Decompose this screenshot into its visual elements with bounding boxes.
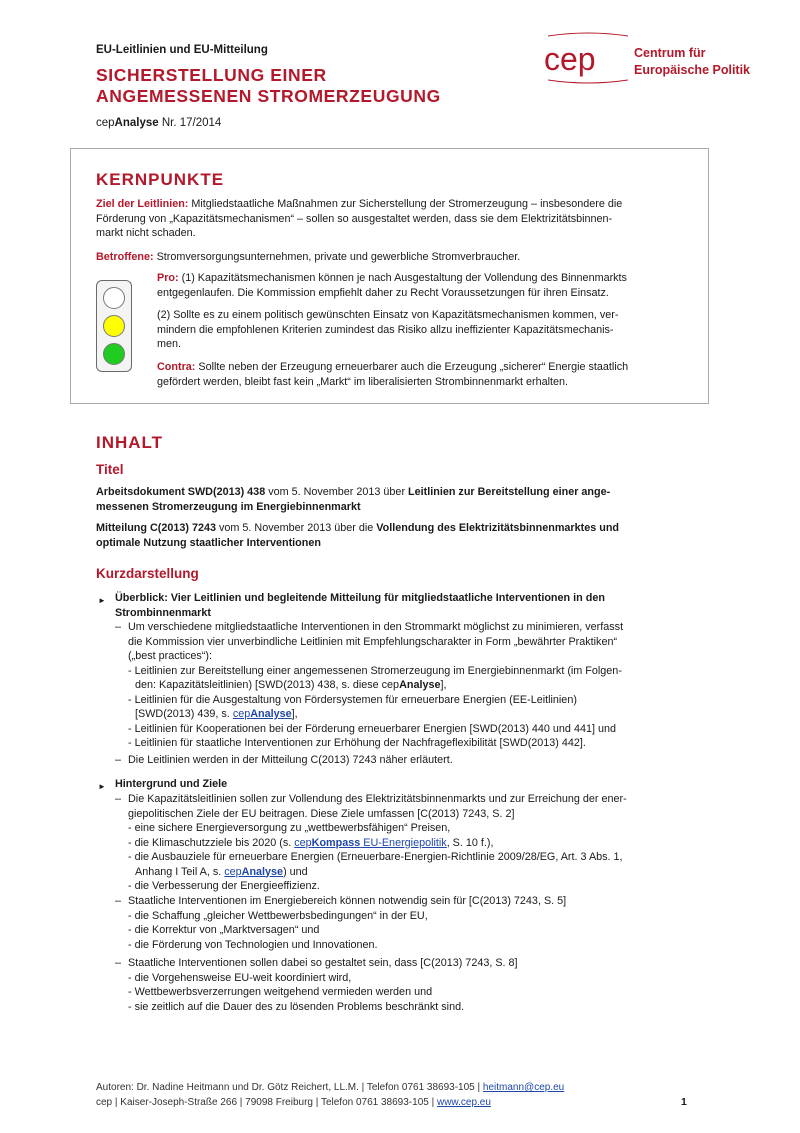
logo-name-line-2: Europäische Politik <box>634 63 751 77</box>
titel-2-date: vom 5. November 2013 über die <box>216 522 377 534</box>
b2-sub-2 <box>128 836 703 851</box>
b1-sub-4: - Leitlinien für staatliche Interventionen zur Erhöhung der Nachfrageflexibilität [SWD(2013) 442]. <box>128 737 586 749</box>
link-2-prefix: cep <box>224 865 242 878</box>
bullet-2-item-3 <box>128 956 703 1014</box>
traffic-light-green <box>103 343 125 365</box>
titel-1-date: vom 5. November 2013 über <box>265 486 409 498</box>
titel-2-doc: Mitteilung C(2013) 7243 <box>96 522 216 534</box>
series-prefix: cep <box>96 117 115 129</box>
pro-2-paragraph <box>157 308 688 352</box>
b2-sub-2-text: - die Klimaschutzziele bis 2020 (s. <box>128 836 295 849</box>
b2-sub-3-line-1: - die Ausbauziele für erneuerbare Energien (Erneuerbare-Energien-Richtlinie 2009/28/EG, Art. 3 Abs. 1, <box>128 851 623 863</box>
traffic-light-yellow <box>103 315 125 337</box>
title-line-1: SICHERSTELLUNG EINER <box>96 65 327 85</box>
b1-sub-1-bold: Analyse <box>399 679 441 691</box>
document-kicker: EU-Leitlinien und EU-Mitteilung <box>96 44 268 56</box>
series-issue: Nr. 17/2014 <box>158 117 222 129</box>
ziel-text-3: markt nicht schaden. <box>96 227 196 239</box>
contra-text-1: Sollte neben der Erzeugung erneuerbarer auch die Erzeugung „sicherer“ Energie staatlich <box>195 361 629 373</box>
bullet-2-dash-2: – <box>115 895 122 907</box>
link-1-bold: Analyse <box>250 708 292 720</box>
pro-2-text-2: mindern die empfohlenen Kriterien zumindest das Risiko allzu ineffizienter Kapazitätsmechanis- <box>157 323 614 336</box>
b1-sub-2-text: [SWD(2013) 439, s. <box>135 708 233 720</box>
bullet-1-item-1 <box>128 620 703 751</box>
series-number <box>96 117 221 129</box>
bullet-1-arrow: ► <box>98 596 106 605</box>
b1-sub-3: - Leitlinien für Kooperationen bei der Förderung erneuerbarer Energien [SWD(2013) 440 und 441] und <box>128 722 616 735</box>
titel-2-subject: Vollendung des Elektrizitätsbinnenmarktes und <box>376 522 620 534</box>
title-line-2: ANGEMESSENEN STROMERZEUGUNG <box>96 86 441 106</box>
b1-sub-1-line-1: - Leitlinien zur Bereitstellung einer angemessenen Stromerzeugung im Energiebinnenmarkt (im Folgen- <box>128 664 622 677</box>
b1-d1-line-2: die Kommission vier unverbindliche Leitlinien mit Empfehlungscharakter in Form „bewährter Praktiken“ <box>128 635 618 648</box>
titel-1-doc: Arbeitsdokument SWD(2013) 438 <box>96 486 266 498</box>
betroffene-text: Stromversorgungsunternehmen, private und gewerbliche Stromverbraucher. <box>153 251 521 263</box>
logo-name-line-1: Centrum für <box>634 46 706 60</box>
b2-sub-3-line-2 <box>128 865 703 880</box>
b1-sub-2-line-2 <box>128 707 703 722</box>
ziel-paragraph <box>96 197 688 241</box>
b2-d2-sub-2: - die Korrektur von „Marktversagen“ und <box>128 924 320 936</box>
ziel-text-1: Mitgliedstaatliche Maßnahmen zur Sicherstellung der Stromerzeugung – insbesondere die <box>188 198 623 210</box>
b1-sub-1-line-2 <box>128 678 703 693</box>
b2-sub-3-end: ) und <box>283 865 308 878</box>
footer-address-text: cep | Kaiser-Joseph-Straße 266 | 79098 Freiburg | Telefon 0761 38693-105 | <box>96 1097 437 1108</box>
footer-address <box>96 1097 491 1108</box>
contra-paragraph <box>157 360 688 389</box>
b1-d1-line-1: Um verschiedene mitgliedstaatliche Interventionen in den Strommarkt möglichst zu minimieren, verfasst <box>128 621 624 633</box>
logo-name <box>634 45 750 79</box>
titel-entry-2 <box>96 521 696 550</box>
bullet-1-dash-2: – <box>115 754 122 766</box>
bullet-1-heading-1: Überblick: Vier Leitlinien und begleitende Mitteilung für mitgliedstaatliche Interventionen in den <box>115 592 605 604</box>
contra-text-2: gefördert werden, bleibt fast kein „Markt“ im liberalisierten Strombinnenmarkt erhalten. <box>157 375 569 388</box>
series-bold: Analyse <box>114 117 159 129</box>
link-2-bold: Analyse <box>241 865 284 878</box>
bullet-2-heading: Hintergrund und Ziele <box>115 778 228 790</box>
b1-sub-2-line-1: - Leitlinien für die Ausgestaltung von Fördersystemen für erneuerbare Energien (EE-Leitlinien) <box>128 693 577 706</box>
b2-d2-sub-3: - die Förderung von Technologien und Innovationen. <box>128 938 378 951</box>
titel-2-subject-2: optimale Nutzung staatlicher Interventionen <box>96 536 321 549</box>
traffic-light <box>96 280 132 372</box>
pro-2-text-3: men. <box>157 338 182 350</box>
ziel-label: Ziel der Leitlinien: <box>96 198 189 210</box>
kompass-title: EU-Energiepolitik <box>360 836 447 849</box>
footer-web-link[interactable]: www.cep.eu <box>436 1097 491 1108</box>
titel-entry-1 <box>96 485 696 514</box>
betroffene-label: Betroffene: <box>96 251 154 263</box>
ziel-text-2: Förderung von „Kapazitätsmechanismen“ – sollen so ausgestaltet werden, dass sie dem Elektrizitätsbinnen- <box>96 212 613 225</box>
titel-1-subject-2: messenen Stromerzeugung im Energiebinnenmarkt <box>96 500 361 513</box>
b2-sub-4: - die Verbesserung der Energieeffizienz. <box>128 880 320 892</box>
b2-d3-sub-2: - Wettbewerbsverzerrungen weitgehend vermieden werden und <box>128 986 433 998</box>
bullet-2-item-1 <box>128 792 703 894</box>
logo-mark: cep <box>544 41 596 77</box>
b2-sub-1: - eine sichere Energieversorgung zu „wettbewerbsfähigen“ Preisen, <box>128 822 451 834</box>
b1-d1-line-3: („best practices“): <box>128 650 212 662</box>
kompass-prefix: cep <box>294 836 312 849</box>
kompass-bold: Kompass <box>311 836 361 849</box>
footer-authors-text: Autoren: Dr. Nadine Heitmann und Dr. Götz Reichert, LL.M. | Telefon 0761 38693-105 | <box>96 1082 483 1093</box>
document-title <box>96 65 441 107</box>
bullet-2-dash-3: – <box>115 957 122 969</box>
b1-sub-2-end: ], <box>291 708 298 720</box>
b2-d1-line-2: giepolitischen Ziele der EU beitragen. Diese Ziele umfassen [C(2013) 7243, S. 2] <box>128 807 515 820</box>
link-1-prefix: cep <box>232 708 251 720</box>
b2-d1-line-1: Die Kapazitätsleitlinien sollen zur Vollendung des Elektrizitätsbinnenmarkts und zur Erreichung der ener- <box>128 793 627 805</box>
b2-sub-2-end: , S. 10 f.), <box>446 836 494 849</box>
inhalt-heading: INHALT <box>96 433 164 452</box>
cep-analyse-link-2[interactable] <box>224 866 283 878</box>
traffic-light-white <box>103 287 125 309</box>
bullet-1-heading <box>115 591 700 620</box>
b2-sub-3-text: Anhang I Teil A, s. <box>135 865 225 878</box>
footer-authors <box>96 1082 564 1093</box>
titel-1-subject: Leitlinien zur Bereitstellung einer ange- <box>408 486 611 498</box>
b2-d3-line: Staatliche Interventionen sollen dabei so gestaltet sein, dass [C(2013) 7243, S. 8] <box>128 957 518 969</box>
pro-1-text-1: (1) Kapazitätsmechanismen können je nach Ausgestaltung der Vollendung des Binnenmarkts <box>178 272 627 284</box>
kernpunkte-heading: KERNPUNKTE <box>96 170 225 189</box>
cep-analyse-link-1[interactable] <box>233 708 292 720</box>
b1-sub-1-text: den: Kapazitätsleitlinien) [SWD(2013) 438, s. diese cep <box>135 679 400 691</box>
cep-kompass-link[interactable] <box>294 837 446 849</box>
bullet-2-arrow: ► <box>98 782 106 791</box>
pro-2-text-1: (2) Sollte es zu einem politisch gewünschten Einsatz von Kapazitätsmechanismen kommen, ver- <box>157 309 619 321</box>
bullet-2-dash-1: – <box>115 793 122 805</box>
contra-label: Contra: <box>157 361 196 373</box>
bullet-2-item-2 <box>128 894 703 952</box>
b2-d2-line: Staatliche Interventionen im Energiebereich können notwendig sein für [C(2013) 7243, S. 5] <box>128 895 567 907</box>
bullet-1-dash-1: – <box>115 621 122 633</box>
titel-heading: Titel <box>96 462 124 477</box>
bullet-1-item-2: Die Leitlinien werden in der Mitteilung C(2013) 7243 näher erläutert. <box>128 754 453 766</box>
kurzdarstellung-heading: Kurzdarstellung <box>96 566 199 581</box>
footer-email-link[interactable]: heitmann@cep.eu <box>482 1082 565 1093</box>
b2-d3-sub-1: - die Vorgehensweise EU-weit koordiniert wird, <box>128 971 352 984</box>
b2-d3-sub-3: - sie zeitlich auf die Dauer des zu lösenden Problems beschränkt sind. <box>128 1000 465 1013</box>
b2-d2-sub-1: - die Schaffung „gleicher Wettbewerbsbedingungen“ in der EU, <box>128 909 428 922</box>
pro-label: Pro: <box>157 272 179 284</box>
pro-1-paragraph <box>157 271 688 300</box>
bullet-1-heading-2: Strombinnenmarkt <box>115 606 211 619</box>
b1-sub-1-end: ], <box>440 679 447 691</box>
page-number: 1 <box>681 1096 687 1108</box>
pro-1-text-2: entgegenlaufen. Die Kommission empfiehlt daher zu Recht Voraussetzungen für ihren Einsatz. <box>157 286 609 299</box>
betroffene-paragraph <box>96 250 688 265</box>
